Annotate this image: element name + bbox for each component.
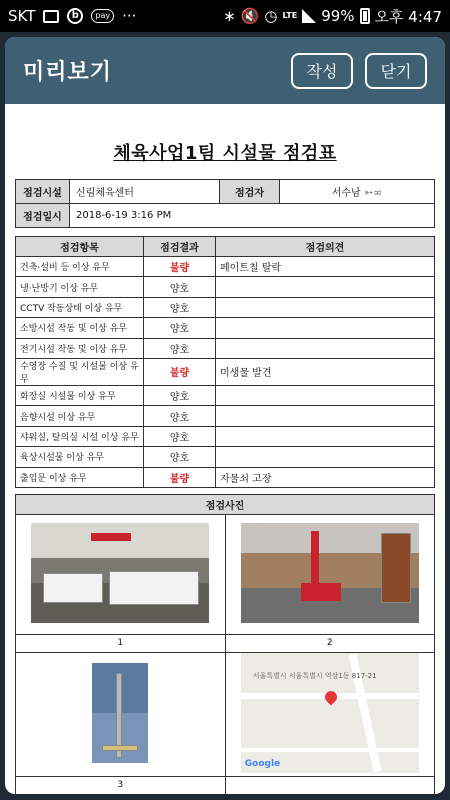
table-row	[16, 467, 435, 487]
photo-cell-3	[16, 652, 226, 776]
check-result: 양호	[144, 426, 216, 446]
table-row	[16, 297, 435, 317]
check-opinion	[216, 385, 435, 405]
check-result: 양호	[144, 406, 216, 426]
pay-icon: pay	[91, 9, 114, 23]
check-result: 양호	[144, 318, 216, 338]
table-row	[16, 426, 435, 446]
check-item: 육상시설물 이상 유무	[16, 447, 144, 467]
date-value: 2018-6-19 3:16 PM	[70, 204, 435, 228]
report-document	[15, 133, 435, 794]
photos-header: 점검사진	[16, 494, 435, 514]
check-result: 양호	[144, 447, 216, 467]
checklist-table	[15, 236, 435, 488]
table-row	[16, 385, 435, 405]
header-result: 점검결과	[144, 237, 216, 257]
check-opinion	[216, 447, 435, 467]
report-title: 체육사업1팀 시설물 점검표	[113, 143, 337, 164]
photo-2-image[interactable]	[241, 523, 419, 623]
table-row	[16, 358, 435, 385]
table-row	[16, 406, 435, 426]
close-button[interactable]: 닫기	[365, 53, 427, 89]
carrier-label: SKT	[8, 7, 36, 25]
inspector-value: 서수남	[331, 188, 361, 199]
check-item: 수영장 수질 및 시설물 이상 유무	[16, 358, 144, 385]
battery-icon	[360, 8, 370, 24]
check-result: 양호	[144, 297, 216, 317]
header-opinion: 점검의견	[216, 237, 435, 257]
check-result: 불량	[144, 358, 216, 385]
photo-3-image[interactable]	[92, 663, 148, 763]
table-row	[16, 318, 435, 338]
battery-percent: 99%	[321, 7, 355, 25]
photo-cell-1	[16, 514, 226, 634]
status-bar	[0, 0, 450, 32]
check-item: 음향시설 이상 유무	[16, 406, 144, 426]
bluetooth-icon: ∗	[223, 7, 236, 25]
report-info-table	[15, 179, 435, 228]
photo-2-number: 2	[225, 634, 435, 652]
alarm-icon: ◷	[264, 7, 278, 25]
google-logo: Google	[244, 758, 281, 769]
preview-dialog	[5, 37, 445, 794]
image-notification-icon	[43, 10, 59, 23]
signature-image: ➳∞	[363, 186, 383, 199]
check-item: CCTV 작동상태 이상 유무	[16, 297, 144, 317]
check-opinion	[216, 426, 435, 446]
check-opinion	[216, 318, 435, 338]
check-item: 화장실 시설물 이상 유무	[16, 385, 144, 405]
photo-1-number: 1	[16, 634, 226, 652]
location-map[interactable]	[241, 653, 419, 773]
write-button[interactable]: 작성	[291, 53, 353, 89]
more-notifications-icon: ···	[122, 7, 137, 25]
photos-table	[15, 494, 435, 794]
table-row	[16, 338, 435, 358]
signal-icon	[302, 9, 316, 23]
check-result: 불량	[144, 467, 216, 487]
check-result: 양호	[144, 385, 216, 405]
lte-icon: LTE	[282, 11, 298, 20]
check-opinion	[216, 406, 435, 426]
table-row	[16, 257, 435, 277]
check-item: 소방시설 작동 및 이상 유무	[16, 318, 144, 338]
check-item: 샤워실, 탈의실 시설 이상 유무	[16, 426, 144, 446]
check-opinion: 자물쇠 고장	[216, 467, 435, 487]
photo-1-image[interactable]	[31, 523, 209, 623]
clock: 오후 4:47	[374, 7, 442, 26]
facility-value: 신림체육센터	[70, 180, 220, 204]
facility-label: 점검시설	[16, 180, 70, 204]
inspector-label: 점검자	[220, 180, 280, 204]
map-pin-icon	[322, 688, 339, 705]
check-result: 불량	[144, 257, 216, 277]
mute-icon: 🔇	[240, 7, 260, 25]
check-item: 전기시설 작동 및 이상 유무	[16, 338, 144, 358]
dialog-title: 미리보기	[23, 60, 113, 85]
check-item: 냉·난방기 이상 유무	[16, 277, 144, 297]
map-number	[225, 776, 435, 794]
table-row	[16, 277, 435, 297]
photo-cell-2	[225, 514, 435, 634]
check-opinion: 미생물 발견	[216, 358, 435, 385]
check-result: 양호	[144, 338, 216, 358]
table-row	[16, 447, 435, 467]
b-app-icon: b	[67, 8, 83, 24]
check-item: 출입문 이상 유무	[16, 467, 144, 487]
check-opinion	[216, 297, 435, 317]
dialog-header	[5, 37, 445, 104]
check-result: 양호	[144, 277, 216, 297]
map-cell	[225, 652, 435, 776]
header-item: 점검항목	[16, 237, 144, 257]
map-address-label: 서울특별시 서울특별시 역삼1동 817-21	[252, 671, 377, 680]
check-opinion: 페이트칠 탈락	[216, 257, 435, 277]
photo-3-number: 3	[16, 776, 226, 794]
check-opinion	[216, 277, 435, 297]
inspector-cell	[280, 180, 435, 204]
check-opinion	[216, 338, 435, 358]
check-item: 건축·설비 등 이상 유무	[16, 257, 144, 277]
date-label: 점검일시	[16, 204, 70, 228]
